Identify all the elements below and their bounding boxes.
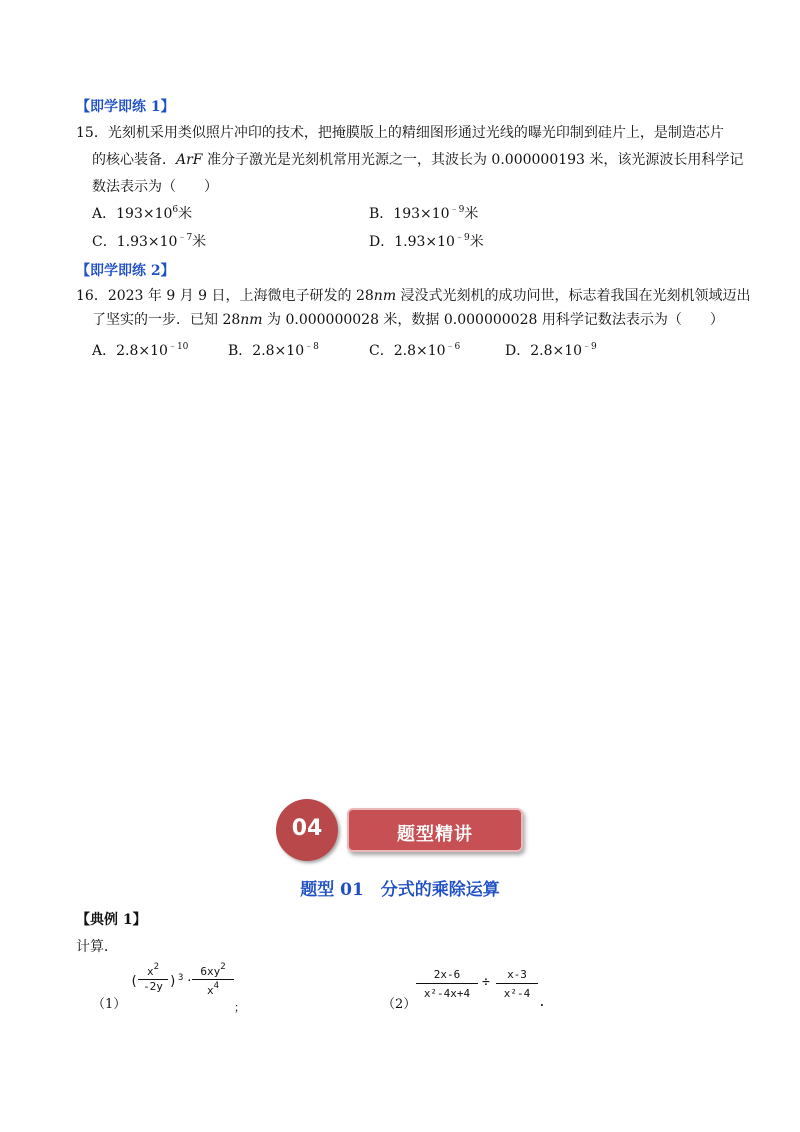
option-value: 1.93×10 — [394, 234, 455, 250]
option-a[interactable] — [92, 203, 192, 223]
banner-text: 题型精讲 — [397, 824, 473, 845]
fraction-bar — [138, 979, 168, 993]
example-instruction: 计算． — [76, 939, 118, 955]
option-unit: 米 — [464, 206, 479, 222]
question-16-line2 — [92, 313, 724, 327]
fraction-2 — [192, 961, 234, 997]
option-exponent: ﹣10 — [167, 342, 189, 352]
question-15-line2 — [92, 153, 743, 167]
option-a[interactable] — [92, 340, 188, 360]
numerator: x-3 — [507, 968, 527, 981]
option-label: C． — [369, 343, 394, 359]
option-c[interactable] — [92, 231, 206, 251]
badge-number: 04 — [291, 816, 323, 841]
option-b[interactable] — [369, 203, 478, 223]
question-15-line1 — [76, 126, 724, 140]
section-title: 题型 01 分式的乘除运算 — [300, 880, 500, 900]
option-value: 2.8×10 — [530, 343, 583, 359]
semicolon: ； — [234, 1001, 245, 1014]
fraction-bar: $x^4$ — [192, 979, 234, 997]
option-unit: 米 — [178, 206, 193, 222]
numerator: $x^2$ — [146, 962, 160, 978]
question-text: 为 0.000000028 米，数据 0.000000028 用科学记数法表示为（ ） — [262, 312, 724, 328]
numerator: 2x-6 — [433, 968, 461, 981]
right-paren: ) — [169, 974, 177, 989]
fraction-1 — [138, 962, 168, 993]
variable-nm: nm — [240, 312, 263, 328]
numerator: $6xy^2$ — [200, 962, 226, 978]
question-text: 了坚实的一步．已知 28 — [92, 312, 241, 328]
option-exponent: 6 — [172, 205, 179, 215]
option-exponent: ﹣9 — [449, 205, 465, 215]
denominator: x — [206, 984, 214, 997]
option-label: D． — [505, 343, 531, 359]
multiply-dot: · — [186, 974, 193, 987]
period: . — [538, 995, 546, 1010]
question-15-line3: 数法表示为（ ） — [92, 179, 218, 195]
option-exponent: ﹣9 — [454, 233, 470, 243]
problem-2-label: （2） — [382, 997, 417, 1012]
problem-2-expression — [416, 965, 556, 1015]
question-text: 的核心装备． — [92, 152, 176, 168]
question-text: 光刻机采用类似照片冲印的技术，把掩膜版上的精细图形通过光线的曝光印制到硅片上，是制造芯片 — [107, 125, 724, 141]
option-exponent: ﹣7 — [177, 233, 193, 243]
option-exponent: ﹣8 — [304, 342, 319, 352]
example-tag: 【典例 1】 — [76, 912, 147, 928]
option-value: 2.8×10 — [116, 343, 168, 359]
option-value: 193×10 — [393, 206, 450, 222]
problem-1-label: （1） — [92, 997, 127, 1012]
option-b[interactable] — [228, 340, 319, 360]
option-unit: 米 — [469, 234, 484, 250]
problem-1-expression — [130, 962, 250, 1015]
variable-nm: nm — [373, 288, 397, 304]
practice-tag-1: 【即学即练 1】 — [76, 99, 175, 115]
option-label: A． — [92, 343, 117, 359]
divide-sign: ÷ — [482, 975, 490, 990]
question-text: 准分子激光是光刻机常用光源之一，其波长为 0.000000193 米，该光源波长用科学记 — [202, 152, 744, 168]
practice-tag-2: 【即学即练 2】 — [76, 263, 175, 279]
option-value: 193×10 — [116, 206, 173, 222]
fraction-2 — [496, 965, 538, 1000]
fraction-1 — [416, 965, 478, 1000]
section-badge — [276, 799, 340, 861]
option-label: B． — [369, 206, 394, 222]
option-label: B． — [228, 343, 253, 359]
denominator: -2y — [143, 980, 163, 993]
outer-exponent: 3 — [178, 973, 184, 983]
question-number: 15． — [76, 125, 108, 141]
question-16-line1 — [76, 289, 751, 303]
option-value: 2.8×10 — [393, 343, 446, 359]
question-text: 浸没式光刻机的成功问世，标志着我国在光刻机领域迈出 — [396, 288, 751, 304]
question-number: 16． — [76, 288, 108, 304]
option-d[interactable] — [369, 231, 484, 251]
variable-arf: ArF — [176, 152, 203, 168]
option-exponent: ﹣9 — [582, 342, 597, 352]
section-banner — [347, 808, 523, 852]
option-exponent: ﹣6 — [445, 342, 461, 352]
option-label: A． — [92, 206, 117, 222]
option-label: D． — [369, 234, 395, 250]
option-label: C． — [92, 234, 117, 250]
option-value: 1.93×10 — [116, 234, 178, 250]
option-d[interactable] — [505, 340, 597, 360]
denominator: x²-4x+4 — [416, 983, 478, 1000]
left-paren: ( — [130, 974, 138, 989]
question-text: 2023 年 9 月 9 日，上海微电子研发的 28 — [107, 288, 374, 304]
denominator: x²-4 — [496, 983, 538, 1000]
option-unit: 米 — [192, 234, 207, 250]
option-value: 2.8×10 — [252, 343, 305, 359]
option-c[interactable] — [369, 340, 460, 360]
